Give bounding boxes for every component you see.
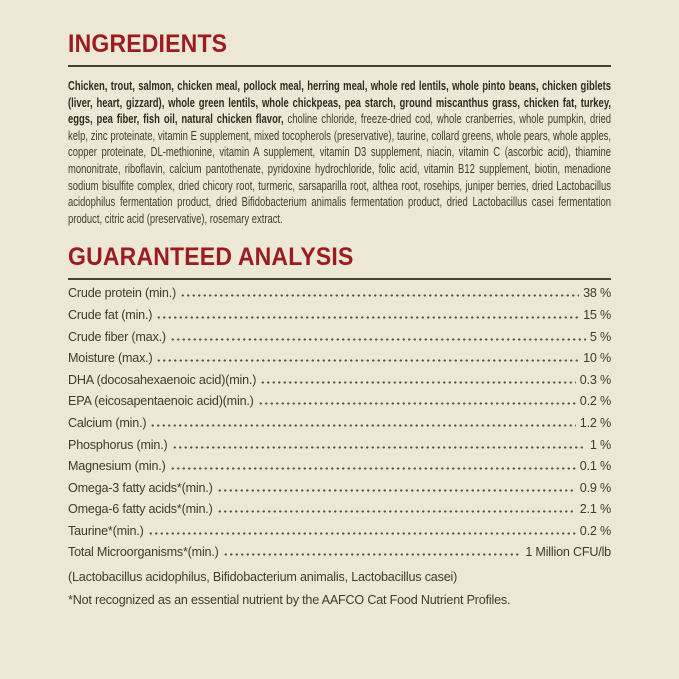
dot-leader: [223, 551, 522, 556]
analysis-label: DHA (docosahexaenoic acid)(min.): [68, 372, 257, 387]
table-row: [68, 502, 611, 524]
analysis-value: 2.1 %: [579, 502, 611, 517]
analysis-value: 0.3 %: [579, 372, 611, 387]
dot-leader: [217, 487, 576, 492]
microorganisms-note: (Lactobacillus acidophilus, Bifidobacterium animalis, Lactobacillus casei): [68, 570, 458, 585]
analysis-label: Moisture (max.): [68, 351, 153, 366]
analysis-value: 1 Million CFU/lb: [525, 545, 611, 560]
table-row: [68, 330, 611, 352]
dot-leader: [148, 530, 576, 535]
analysis-value: 0.9 %: [579, 480, 611, 495]
analysis-label: Taurine*(min.): [68, 523, 144, 538]
table-row: [68, 481, 611, 503]
analysis-value: 10 %: [583, 351, 611, 366]
ingredients-secondary-list: choline chloride, freeze-dried cod, whole cranberries, whole pumpkin, dried kelp, zinc proteinate, vitamin E supplement, mixed tocopherols (preservative), taurine, collard greens, whole pears, whole apples, copper proteinate, DL-methionine, vitamin A supplement, vitamin D3 supplement, niacin, vitamin C (ascorbic acid), thiamine mononitrate, riboflavin, calcium pantothenate, pyridoxine hydrochloride, folic acid, vitamin B12 supplement, biotin, menadione sodium bisulfite complex, dried chicory root, turmeric, sarsaparilla root, althea root, rosehips, juniper berries, dried Lactobacillus acidophilus fermentation product, dried Bifidobacterium animalis fermentation product, dried Lactobacillus casei fermentation product, citric acid (preservative), rosemary extract.: [68, 112, 611, 226]
analysis-value: 1 %: [589, 437, 611, 452]
ingredients-paragraph: [68, 78, 611, 227]
table-row: [68, 308, 611, 330]
analysis-label: Omega-3 fatty acids*(min.): [68, 480, 213, 495]
dot-leader: [172, 444, 586, 449]
analysis-value: 0.2 %: [579, 394, 611, 409]
analysis-label: Crude fiber (max.): [68, 329, 166, 344]
analysis-table: [68, 286, 611, 567]
guaranteed-analysis-divider: [68, 278, 611, 280]
table-row: [68, 394, 611, 416]
analysis-label: Omega-6 fatty acids*(min.): [68, 502, 213, 517]
table-row: [68, 351, 611, 373]
analysis-value: 0.1 %: [579, 459, 611, 474]
dot-leader: [170, 336, 586, 341]
table-row: [68, 416, 611, 438]
table-row: [68, 545, 611, 567]
analysis-value: 0.2 %: [579, 523, 611, 538]
analysis-label: EPA (eicosapentaenoic acid)(min.): [68, 394, 254, 409]
dot-leader: [180, 292, 579, 297]
analysis-label: Crude fat (min.): [68, 307, 153, 322]
guaranteed-analysis-title: GUARANTEED ANALYSIS: [68, 243, 354, 272]
dot-leader: [150, 422, 575, 427]
table-row: [68, 459, 611, 481]
ingredients-divider: [68, 65, 611, 67]
analysis-label: Crude protein (min.): [68, 286, 176, 301]
analysis-value: 38 %: [583, 286, 611, 301]
analysis-label: Total Microorganisms*(min.): [68, 545, 219, 560]
aafco-footnote: *Not recognized as an essential nutrient by the AAFCO Cat Food Nutrient Profiles.: [68, 593, 511, 608]
analysis-label: Calcium (min.): [68, 415, 147, 430]
ingredients-title: INGREDIENTS: [68, 30, 228, 58]
ingredients-section: [68, 30, 611, 227]
guaranteed-analysis-section: [68, 243, 611, 607]
analysis-value: 1.2 %: [579, 415, 611, 430]
analysis-value: 5 %: [589, 329, 611, 344]
dot-leader: [156, 314, 579, 319]
ingredients-primary-list: Chicken, trout, salmon, chicken meal, pollock meal, herring meal, whole red lentils, whole pinto beans, chicken giblets (liver, heart, gizzard), whole green lentils, whole chickpeas, pea starch, ground miscanthus grass, chicken fat, turkey, eggs, pea fiber, fish oil, natural chicken flavor,: [68, 79, 611, 127]
table-row: [68, 524, 611, 546]
dot-leader: [217, 508, 576, 513]
analysis-label: Phosphorus (min.): [68, 437, 168, 452]
table-row: [68, 286, 611, 308]
dot-leader: [260, 379, 576, 384]
dot-leader: [156, 357, 579, 362]
analysis-value: 15 %: [583, 307, 611, 322]
dot-leader: [170, 465, 576, 470]
analysis-label: Magnesium (min.): [68, 459, 166, 474]
dot-leader: [258, 400, 576, 405]
table-row: [68, 373, 611, 395]
table-row: [68, 438, 611, 460]
